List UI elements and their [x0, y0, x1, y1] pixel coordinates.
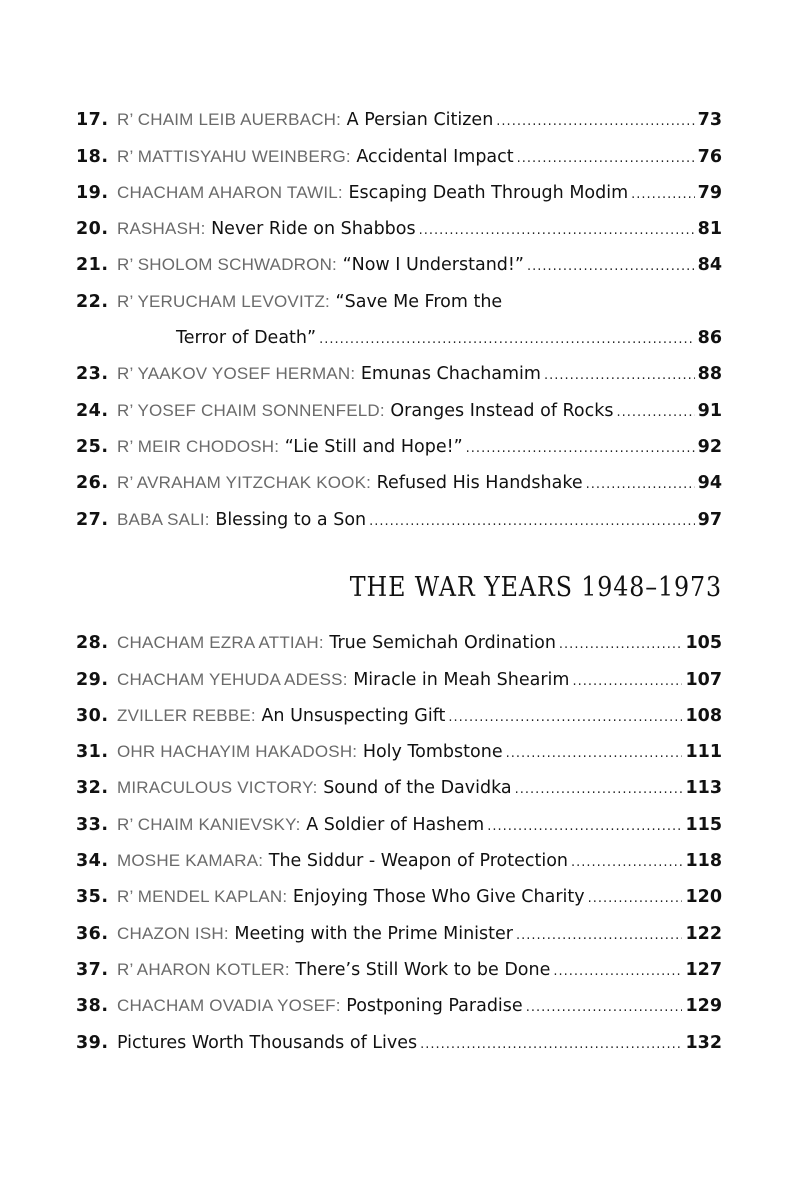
dot-leader: [572, 674, 682, 689]
entry-page-number: 107: [685, 669, 722, 690]
entry-rabbi-name: CHACHAM OVADIA YOSEF:: [117, 996, 341, 1016]
entry-number: 17.: [76, 110, 109, 131]
dot-leader: [515, 782, 683, 797]
entry-page-number: 108: [685, 705, 722, 726]
entry-title: Sound of the Davidka: [323, 778, 512, 799]
entry-page-number: 81: [697, 219, 722, 240]
toc-entry[interactable]: [76, 626, 722, 662]
toc-entry-line: [76, 924, 722, 944]
entry-number: 31.: [76, 742, 109, 763]
entry-page-number: 86: [697, 328, 722, 349]
entry-page-number: 76: [697, 146, 722, 167]
toc-entry-line: [76, 742, 722, 762]
toc-entry-line: [76, 1033, 722, 1053]
toc-entry-line: [76, 219, 722, 239]
dot-leader: [586, 477, 695, 492]
entry-page-number: 111: [685, 742, 722, 763]
toc-entry[interactable]: [76, 176, 722, 212]
toc-entry[interactable]: [76, 248, 722, 284]
toc-entry[interactable]: [76, 880, 722, 916]
toc-entry[interactable]: [76, 916, 722, 952]
entry-number: 25.: [76, 436, 109, 457]
toc-entry-line: [76, 364, 722, 384]
entry-number: 18.: [76, 146, 109, 167]
entry-page-number: 129: [685, 996, 722, 1017]
entry-rabbi-name: R’ YAAKOV YOSEF HERMAN:: [117, 364, 356, 384]
toc-entry[interactable]: [76, 844, 722, 880]
entry-title: Postponing Paradise: [346, 996, 523, 1017]
entry-title: Accidental Impact: [356, 146, 514, 167]
entry-rabbi-name: CHAZON ISH:: [117, 923, 229, 943]
entry-page-number: 79: [697, 182, 722, 203]
entry-number: 39.: [76, 1032, 109, 1053]
toc-entry-line: [76, 851, 722, 871]
toc-entry-line: [76, 255, 722, 275]
dot-leader: [517, 151, 695, 166]
entry-rabbi-name: RASHASH:: [117, 219, 206, 239]
entry-rabbi-name: CHACHAM EZRA ATTIAH:: [117, 633, 324, 653]
toc-entry-line: [76, 510, 722, 530]
entry-title: A Persian Citizen: [346, 110, 494, 131]
entry-title: The Siddur - Weapon of Protection: [268, 851, 568, 872]
entry-page-number: 84: [697, 255, 722, 276]
entry-title: A Soldier of Hashem: [306, 814, 485, 835]
toc-entry[interactable]: [76, 466, 722, 502]
dot-leader: [553, 964, 682, 979]
toc-entry-line: [76, 633, 722, 653]
toc-list-2: [76, 626, 722, 1062]
toc-entry-line: [76, 670, 722, 690]
entry-page-number: 94: [697, 473, 722, 494]
entry-title: Never Ride on Shabbos: [211, 219, 416, 240]
toc-entry[interactable]: [76, 989, 722, 1025]
entry-page-number: 132: [685, 1032, 722, 1053]
toc-entry-continuation[interactable]: [76, 321, 722, 357]
dot-leader: [448, 710, 682, 725]
entry-page-number: 97: [697, 509, 722, 530]
dot-leader: [420, 1037, 682, 1052]
entry-page-number: 127: [685, 959, 722, 980]
entry-number: 32.: [76, 778, 109, 799]
toc-entry[interactable]: [76, 357, 722, 393]
entry-number: 20.: [76, 219, 109, 240]
entry-title: Refused His Handshake: [376, 473, 583, 494]
entry-rabbi-name: R’ CHAIM LEIB AUERBACH:: [117, 110, 342, 130]
toc-entry-line: [76, 960, 722, 980]
entry-number: 21.: [76, 255, 109, 276]
toc-entry-line: [76, 887, 722, 907]
entry-page-number: 115: [685, 814, 722, 835]
entry-number: 24.: [76, 400, 109, 421]
entry-rabbi-name: MIRACULOUS VICTORY:: [117, 778, 318, 798]
entry-page-number: 88: [697, 364, 722, 385]
entry-rabbi-name: R’ CHAIM KANIEVSKY:: [117, 814, 301, 834]
entry-title: Pictures Worth Thousands of Lives: [117, 1032, 418, 1053]
entry-title: There’s Still Work to be Done: [295, 959, 551, 980]
entry-title: “Now I Understand!”: [342, 255, 524, 276]
entry-page-number: 73: [697, 110, 722, 131]
entry-title: Miracle in Meah Shearim: [353, 669, 570, 690]
entry-number: 19.: [76, 182, 109, 203]
toc-entry-line: [76, 996, 722, 1016]
toc-entry[interactable]: [76, 393, 722, 429]
entry-rabbi-name: R’ AVRAHAM YITZCHAK KOOK:: [117, 473, 372, 493]
entry-rabbi-name: OHR HACHAYIM HAKADOSH:: [117, 742, 358, 762]
dot-leader: [544, 368, 695, 383]
entry-title: True Semichah Ordination: [329, 633, 556, 654]
dot-leader: [526, 1000, 683, 1015]
entry-number: 23.: [76, 364, 109, 385]
toc-entry-line: [76, 437, 722, 457]
toc-entry-line: [76, 778, 722, 798]
entry-page-number: 91: [697, 400, 722, 421]
entry-title-continuation: Terror of Death”: [176, 328, 317, 349]
entry-page-number: 105: [685, 633, 722, 654]
entry-rabbi-name: R’ AHARON KOTLER:: [117, 959, 290, 979]
dot-leader: [506, 746, 683, 761]
toc-entry[interactable]: [76, 699, 722, 735]
entry-title: Enjoying Those Who Give Charity: [292, 887, 585, 908]
dot-leader: [617, 405, 695, 420]
dot-leader: [466, 441, 695, 456]
toc-entry[interactable]: [76, 139, 722, 175]
toc-entry-line: [76, 401, 722, 421]
toc-entry[interactable]: [76, 502, 722, 538]
toc-entry-line: [76, 815, 722, 835]
dot-leader: [588, 891, 683, 906]
entry-title: Meeting with the Prime Minister: [234, 923, 513, 944]
entry-number: 37.: [76, 959, 109, 980]
entry-title: Holy Tombstone: [362, 742, 503, 763]
toc-entry-line: [76, 706, 722, 726]
entry-page-number: 122: [685, 923, 722, 944]
entry-page-number: 118: [685, 851, 722, 872]
entry-rabbi-name: MOSHE KAMARA:: [117, 851, 264, 871]
entry-number: 28.: [76, 633, 109, 654]
entry-title: An Unsuspecting Gift: [261, 705, 446, 726]
entry-number: 33.: [76, 814, 109, 835]
toc-entry[interactable]: [76, 771, 722, 807]
toc-entry[interactable]: [76, 1025, 722, 1061]
entry-title: Emunas Chachamim: [360, 364, 541, 385]
entry-number: 34.: [76, 851, 109, 872]
entry-rabbi-name: R’ MATTISYAHU WEINBERG:: [117, 146, 351, 166]
dot-leader: [571, 855, 682, 870]
entry-number: 36.: [76, 923, 109, 944]
dot-leader: [487, 819, 682, 834]
dot-leader: [516, 928, 683, 943]
entry-number: 26.: [76, 473, 109, 494]
entry-number: 29.: [76, 669, 109, 690]
dot-leader: [319, 332, 695, 347]
toc-entry-line: [76, 292, 722, 312]
dot-leader: [631, 187, 694, 202]
entry-title: Escaping Death Through Modim: [348, 182, 629, 203]
entry-rabbi-name: R’ SHOLOM SCHWADRON:: [117, 255, 337, 275]
toc-entry[interactable]: [76, 735, 722, 771]
dot-leader: [419, 223, 695, 238]
toc-entry[interactable]: [76, 430, 722, 466]
toc-entry[interactable]: [76, 662, 722, 698]
entry-page-number: 113: [685, 778, 722, 799]
entry-title: “Lie Still and Hope!”: [284, 436, 463, 457]
entry-rabbi-name: R’ MEIR CHODOSH:: [117, 436, 280, 456]
entry-title: Blessing to a Son: [215, 509, 367, 530]
entry-number: 35.: [76, 887, 109, 908]
entry-page-number: 92: [697, 436, 722, 457]
entry-rabbi-name: ZVILLER REBBE:: [117, 705, 256, 725]
toc-entry[interactable]: [76, 953, 722, 989]
toc-entry-line: [76, 328, 722, 348]
entry-rabbi-name: R’ YOSEF CHAIM SONNENFELD:: [117, 400, 385, 420]
toc-entry[interactable]: [76, 284, 722, 320]
toc-entry-line: [76, 110, 722, 130]
entry-number: 38.: [76, 996, 109, 1017]
entry-page-number: 120: [685, 887, 722, 908]
toc-entry[interactable]: [76, 103, 722, 139]
entry-rabbi-name: R’ MENDEL KAPLAN:: [117, 887, 288, 907]
dot-leader: [496, 114, 694, 129]
dot-leader: [559, 637, 683, 652]
entry-title: “Save Me From the: [335, 291, 503, 312]
dot-leader: [369, 514, 695, 529]
entry-rabbi-name: BABA SALI:: [117, 509, 210, 529]
section-heading: THE WAR YEARS 1948–1973: [349, 572, 722, 603]
entry-rabbi-name: CHACHAM AHARON TAWIL:: [117, 182, 343, 202]
entry-number: 27.: [76, 509, 109, 530]
toc-list-1: [76, 103, 722, 539]
toc-entry[interactable]: [76, 212, 722, 248]
entry-number: 30.: [76, 705, 109, 726]
entry-rabbi-name: R’ YERUCHAM LEVOVITZ:: [117, 291, 330, 311]
dot-leader: [527, 259, 695, 274]
entry-rabbi-name: CHACHAM YEHUDA ADESS:: [117, 669, 348, 689]
toc-entry-line: [76, 473, 722, 493]
entry-number: 22.: [76, 291, 109, 312]
toc-entry-line: [76, 147, 722, 167]
toc-entry-line: [76, 183, 722, 203]
toc-entry[interactable]: [76, 807, 722, 843]
entry-title: Oranges Instead of Rocks: [390, 400, 614, 421]
